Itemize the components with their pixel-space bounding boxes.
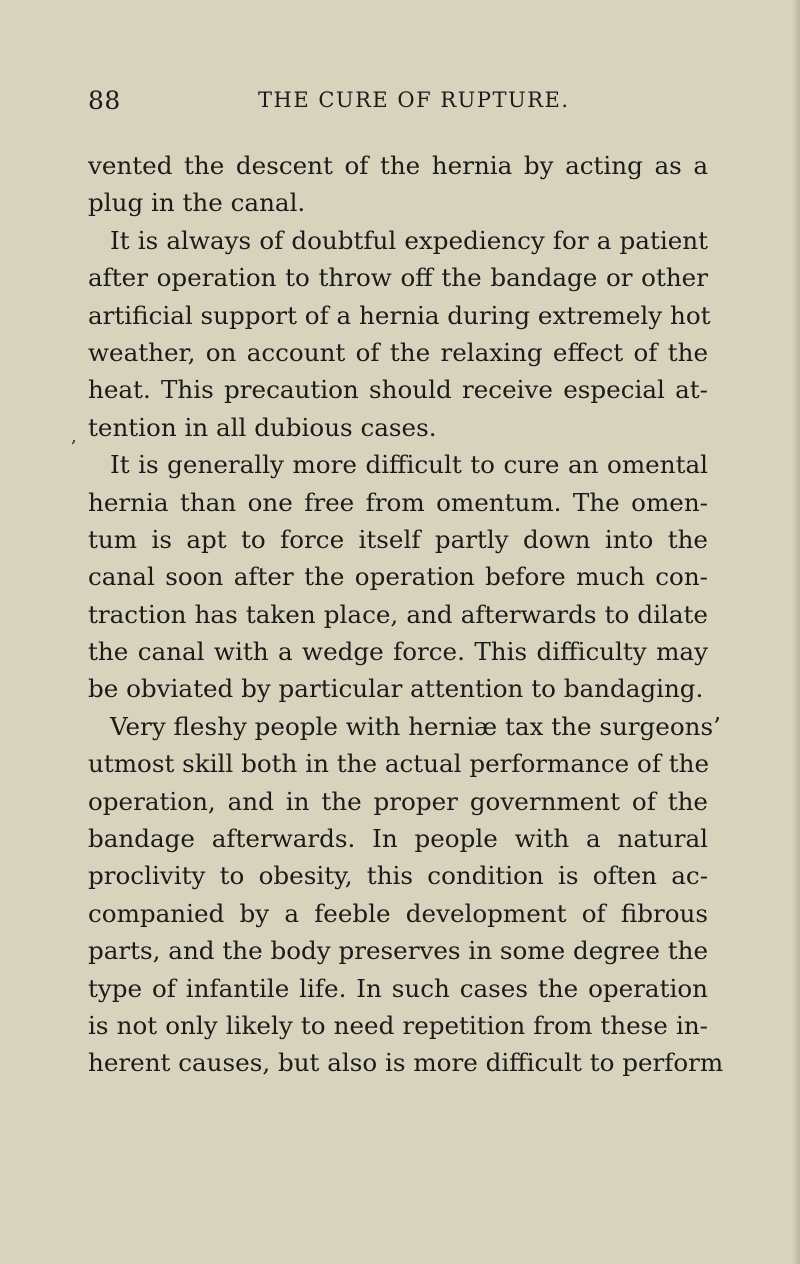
- text-line: is not only likely to need repetition from these in-: [88, 1010, 708, 1040]
- text-line: vented the descent of the hernia by acting as a: [88, 151, 708, 180]
- text-line: canal soon after the operation before much con-: [88, 562, 708, 592]
- text-line: operation, and in the proper government of the: [88, 786, 708, 816]
- text-line: It is generally more difficult to cure an omental: [110, 450, 708, 480]
- page-number: 88: [88, 86, 121, 115]
- text-line: type of infantile life. In such cases the operation: [88, 973, 708, 1003]
- text-line: tum is apt to force itself partly down into the: [88, 524, 708, 554]
- text-line: companied by a feeble development of fibrous: [88, 898, 708, 928]
- text-line: after operation to throw off the bandage or other: [88, 263, 708, 293]
- text-line: utmost skill both in the actual performance of the: [88, 749, 710, 779]
- text-line: bandage afterwards. In people with a natural: [88, 824, 708, 854]
- text-line: weather, on account of the relaxing effect of the: [88, 337, 708, 367]
- text-line: artificial support of a hernia during extremely hot: [88, 300, 711, 330]
- text-line: heat. This precaution should receive especial at-: [88, 375, 708, 405]
- text-line: hernia than one free from omentum. The omen-: [88, 487, 708, 517]
- text-line: tention in all dubious cases.: [88, 412, 437, 442]
- text-line: herent causes, but also is more difficult to perform: [88, 1048, 724, 1078]
- text-line: traction has taken place, and afterwards to dilate: [88, 599, 708, 629]
- text-line: It is always of doubtful expediency for a patient: [110, 225, 708, 255]
- running-head: THE CURE OF RUPTURE.: [258, 88, 570, 112]
- text-line: be obviated by particular attention to bandaging.: [88, 674, 704, 704]
- text-line: parts, and the body preserves in some degree the: [88, 936, 708, 966]
- stray-mark: ,: [71, 426, 77, 447]
- body-text: [88, 147, 724, 1082]
- page-header: [88, 86, 708, 126]
- text-line: the canal with a wedge force. This difficulty may: [88, 637, 708, 667]
- page-edge-shadow: [792, 0, 800, 1264]
- text-line: Very fleshy people with herniæ tax the surgeons’: [110, 711, 721, 741]
- text-line: plug in the canal.: [88, 188, 306, 218]
- text-line: proclivity to obesity, this condition is often ac-: [88, 861, 708, 891]
